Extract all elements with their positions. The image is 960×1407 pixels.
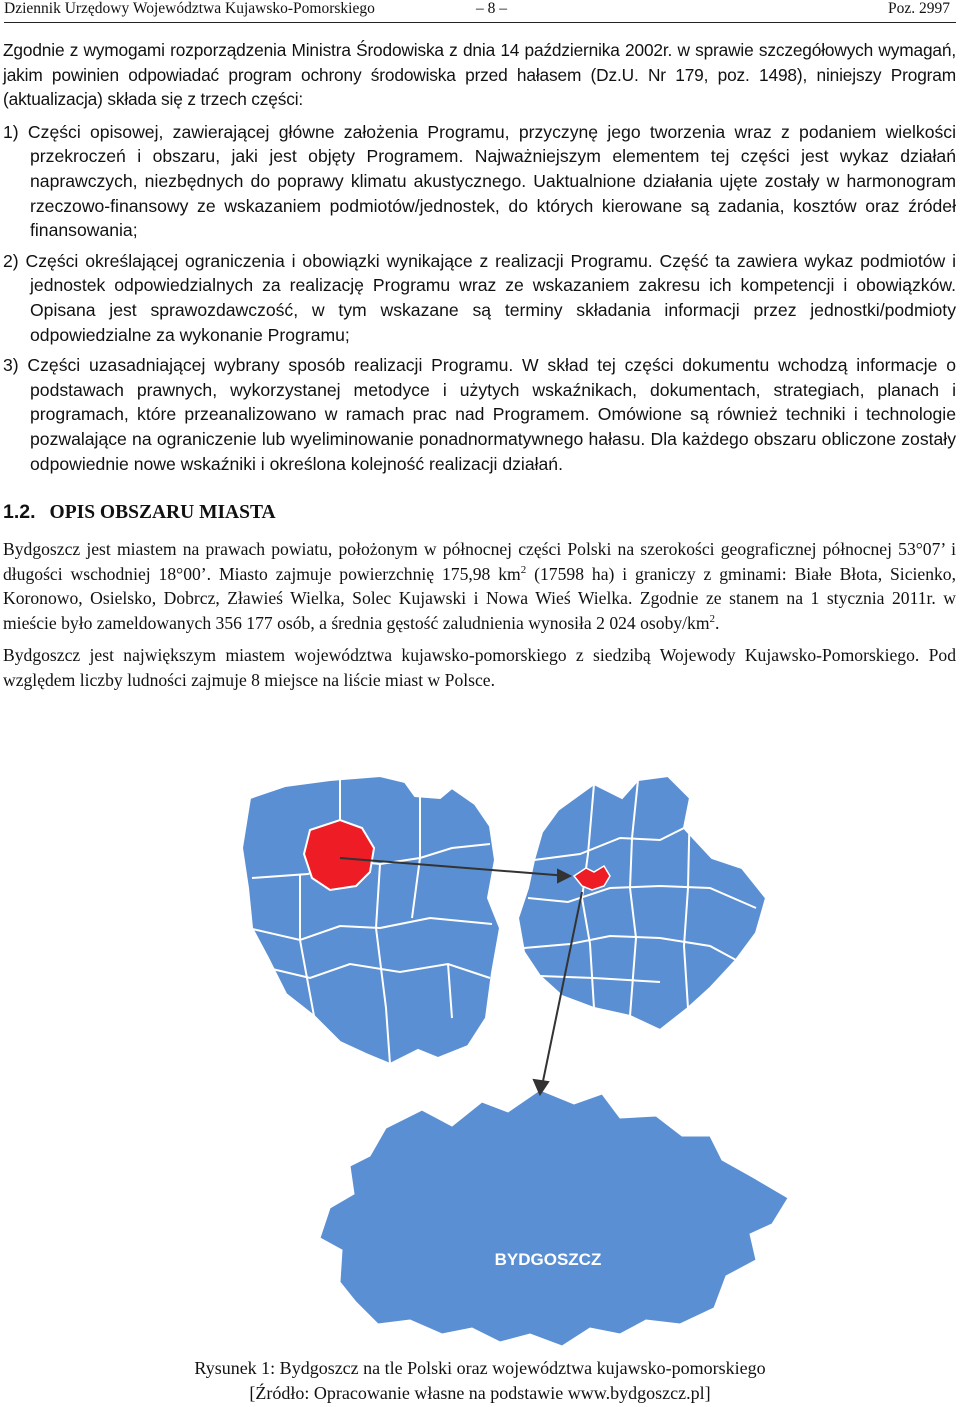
list-item-1: 1) Części opisowej, zawierającej główne założenia Programu, przyczynę jego tworzenia wraz z podaniem wielkości przekroczeń i obszaru, jaki jest objęty Programem. Najważniejszym elementem tej części jest wykaz działań naprawczych, niezbędnych do poprawy klimatu akustycznego. Uaktualnione działania ujęte zostały w harmonogram rzeczowo-finansowy ze wskazaniem podmiotów/jednostek, do których kierowane są zadania, kosztów oraz źródeł finansowania;: [3, 121, 956, 241]
journal-title: Dziennik Urzędowy Województwa Kujawsko-Pomorskiego: [4, 0, 375, 17]
section-number: 1.2.: [3, 501, 36, 524]
voivodeship-map: [518, 776, 766, 1030]
figure-caption: [0, 1356, 960, 1406]
list-item-3: 3) Części uzasadniającej wybrany sposób realizacji Programu. W skład tej części dokumentu wchodzą informacje o podstawach prawnych, wykorzystanej metodyce i użytych wskaźnikach, dokumentach, strategiach, planach i programach, które przeanalizowano w ramach prac nad Programem. Omówione są również techniki i technologie pozwalające na ograniczenie lub wyeliminowanie ponadnormatywnego hałasu. Dla każdego obszaru obliczone zostały odpowiednie nowe wskaźniki i określona kolejność realizacji działań.: [3, 355, 956, 474]
caption-title: Rysunek 1: Bydgoszcz na tle Polski oraz województwa kujawsko-pomorskiego: [194, 1358, 766, 1378]
page-header: [4, 0, 956, 23]
superscript: 2: [520, 563, 527, 576]
page-number: – 8 –: [476, 0, 507, 17]
map-figure: [190, 768, 790, 1358]
intro-paragraph: Zgodnie z wymogami rozporządzenia Ministra Środowiska z dnia 14 października 2002r. w sprawie szczegółowych wymagań, jakim powinien odpowiadać program ochrony środowiska przed hałasem (Dz.U. Nr 179, poz. 1498), niniejszy Program (aktualizacja) składa się z trzech części:: [3, 40, 956, 110]
city-label: BYDGOSZCZ: [494, 1250, 602, 1269]
section-heading: [3, 500, 956, 525]
map-illustration: [190, 768, 790, 1358]
bydgoszcz-map: [320, 1090, 788, 1346]
kujawsko-pomorskie-highlight: [304, 820, 374, 890]
superscript: 2: [709, 613, 716, 626]
document-body: [3, 38, 956, 693]
city-rank-paragraph: Bydgoszcz jest największym miastem województwa kujawsko-pomorskiego z siedzibą Wojewody Kujawsko-Pomorskiego. Pod względem liczby ludności zajmuje 8 miejsce na liście miast w Polsce.: [3, 645, 956, 691]
city-description-paragraph: [3, 537, 956, 635]
position-number: Poz. 2997: [888, 0, 950, 17]
list-item-2: 2) Części określającej ograniczenia i obowiązki wynikające z realizacji Programu. Część ta zawiera wykaz podmiotów i jednostek odpowiedzialnych za realizację Programu wraz ze wskazaniem zakresu ich kompetencji i obowiązków. Opisana jest sprawozdawczość, w tym wskazane są terminy składania informacji przez jednostki/podmioty odpowiedzialne za wykonanie Programu;: [3, 250, 956, 345]
para1-text-b: (17598 ha) i graniczy z gminami: Białe Błota, Sicienko, Koronowo, Osielsko, Dobrcz, Zławieś Wielka, Solec Kujawski i Nowa Wieś Wielka. Zgodnie ze stanem na 1 stycznia 2011r. w mieście było zameldowanych 356 177 osób, a średnia gęstość zaludnienia wynosiła 2 024 osoby/km: [3, 563, 956, 633]
section-title: OPIS OBSZARU MIASTA: [49, 502, 276, 524]
para1-text-a: Bydgoszcz jest miastem na prawach powiatu, położonym w północnej części Polski na szerokości geograficznej północnej 53°07’ i długości wschodniej 18°00’. Miasto zajmuje powierzchnię 175,98 km: [3, 539, 956, 584]
poland-map: [242, 776, 500, 1064]
caption-source: [Źródło: Opracowanie własne na podstawie www.bydgoszcz.pl]: [249, 1383, 711, 1403]
para1-text-c: .: [715, 612, 720, 633]
